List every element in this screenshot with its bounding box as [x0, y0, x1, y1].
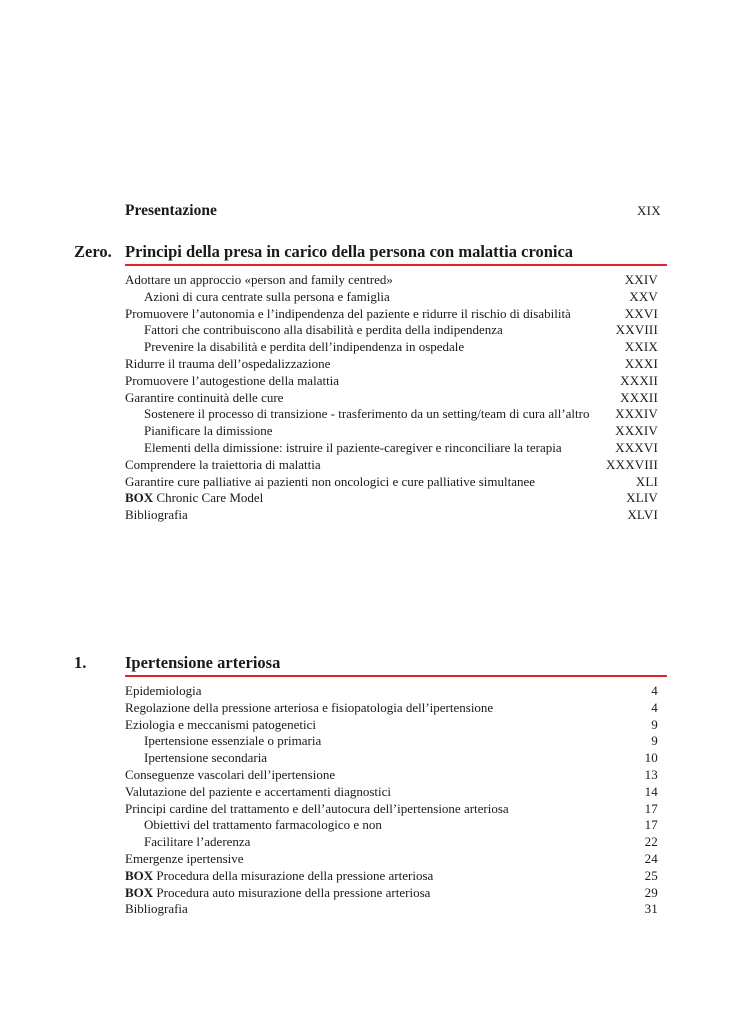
toc-entry-title	[125, 700, 651, 717]
toc-entry-text: Obiettivi del trattamento farmacologico e non	[144, 817, 382, 833]
toc-entry-title	[125, 272, 625, 289]
toc-entry-title	[125, 851, 645, 868]
toc-entry-text: Bibliografia	[125, 901, 188, 917]
toc-entry-title	[125, 322, 616, 339]
toc-entry[interactable]	[125, 683, 658, 700]
toc-entry-title	[125, 801, 645, 818]
toc-page-number: 31	[644, 901, 658, 917]
toc-entry[interactable]	[125, 901, 658, 918]
toc-entry-text: Fattori che contribuiscono alla disabilità e perdita della indipendenza	[144, 322, 503, 338]
toc-subentry[interactable]	[125, 817, 658, 834]
toc-entry[interactable]	[125, 851, 658, 868]
toc-page-number: 9	[651, 733, 658, 749]
chapter-number: 1.	[74, 653, 87, 672]
toc-entry-text: Valutazione del paziente e accertamenti diagnostici	[125, 783, 392, 799]
toc-page-number: XLVI	[627, 507, 658, 523]
box-label: BOX	[125, 884, 154, 900]
toc-entry[interactable]	[125, 272, 658, 289]
box-label: BOX	[125, 867, 154, 883]
chapter-title: Principi della presa in carico della persona con malattia cronica	[125, 242, 574, 261]
toc-entry[interactable]	[125, 373, 658, 390]
toc-entry[interactable]	[125, 801, 658, 818]
toc-entry-text: Ridurre il trauma dell’ospedalizzazione	[125, 355, 331, 371]
toc-entry-text: Ipertensione secondaria	[144, 750, 268, 766]
toc-subentry[interactable]	[125, 406, 658, 423]
toc-entry-title	[125, 373, 620, 390]
toc-page-number: 24	[644, 850, 658, 866]
toc-page-number: 29	[644, 884, 658, 900]
toc-page-number: XXXI	[624, 355, 658, 371]
toc-entry-text: Procedura della misurazione della pressione arteriosa	[156, 867, 434, 883]
toc-page-number: 25	[644, 867, 658, 883]
toc-entry-text: Elementi della dimissione: istruire il paziente-caregiver e rinconciliare la terapia	[144, 439, 562, 455]
toc-subentry[interactable]	[125, 733, 658, 750]
toc-entry[interactable]	[125, 784, 658, 801]
toc-subentry[interactable]	[125, 322, 658, 339]
toc-entry[interactable]	[125, 457, 658, 474]
toc-subentry[interactable]	[125, 834, 658, 851]
toc-entry-title	[125, 289, 629, 306]
presentazione-page: XIX	[636, 203, 661, 218]
toc-entry-title	[125, 306, 625, 323]
toc-entry-title	[125, 339, 625, 356]
toc-entry-title	[125, 717, 651, 734]
toc-entry-text: Sostenere il processo di transizione - trasferimento da un setting/team di cura all’altro	[144, 406, 590, 422]
toc-entry-title	[125, 817, 645, 834]
toc-page-number: 22	[644, 834, 658, 850]
toc-entry-text: Ipertensione essenziale o primaria	[144, 733, 322, 749]
toc-entry-text: Facilitare l’aderenza	[144, 834, 251, 850]
toc-page-number: 17	[644, 800, 658, 816]
toc-page-number: XXXVI	[615, 439, 658, 455]
toc-entry-text: Pianificare la dimissione	[144, 423, 273, 439]
toc-page-number: XXVIII	[615, 322, 658, 338]
toc-entry-text: Prevenire la disabilità e perdita dell’indipendenza in ospedale	[144, 339, 465, 355]
toc-page-number: 10	[644, 750, 658, 766]
toc-entry-text: Adottare un approccio «person and family centred»	[125, 272, 393, 287]
toc-entry-title	[125, 507, 627, 524]
toc-entry[interactable]	[125, 868, 658, 885]
toc-entry-title	[125, 868, 645, 885]
toc-entry-title	[125, 356, 625, 373]
toc-entry-text: Regolazione della pressione arteriosa e fisiopatologia dell’ipertensione	[125, 699, 494, 715]
toc-page-number: 13	[644, 766, 658, 782]
toc-entry[interactable]	[125, 767, 658, 784]
toc-page-number: XXIX	[624, 339, 658, 355]
toc-entry[interactable]	[125, 885, 658, 902]
toc-entry-title	[125, 423, 615, 440]
toc-page-number: XXXII	[620, 372, 658, 388]
toc-entry-text: Principi cardine del trattamento e dell’autocura dell’ipertensione arteriosa	[125, 800, 509, 816]
chapter-one-toc	[125, 683, 658, 918]
toc-page-number: XXXVIII	[606, 456, 658, 472]
toc-entry-text: Epidemiologia	[125, 683, 202, 698]
toc-page-number: 17	[644, 817, 658, 833]
toc-entry-text: Emergenze ipertensive	[125, 850, 244, 866]
toc-entry-title	[125, 767, 645, 784]
presentazione-label: Presentazione	[125, 202, 217, 219]
toc-entry-title	[125, 885, 645, 902]
toc-entry-title	[125, 390, 620, 407]
toc-entry-text: Garantire continuità delle cure	[125, 389, 284, 405]
toc-entry-title	[125, 733, 651, 750]
toc-page-number: XLIV	[626, 490, 658, 506]
toc-entry-text: Procedura auto misurazione della pressione arteriosa	[156, 884, 431, 900]
toc-entry-text: Promuovere l’autogestione della malattia	[125, 372, 340, 388]
toc-subentry[interactable]	[125, 750, 658, 767]
chapter-red-rule	[125, 675, 667, 677]
toc-entry-title	[125, 440, 615, 457]
toc-entry-title	[125, 457, 606, 474]
toc-entry[interactable]	[125, 390, 658, 407]
toc-subentry[interactable]	[125, 289, 658, 306]
toc-page-number: XXIV	[624, 272, 658, 287]
toc-page-number: 9	[651, 716, 658, 732]
toc-entry-title	[125, 834, 645, 851]
toc-entry-title	[125, 901, 645, 918]
toc-entry[interactable]	[125, 490, 658, 507]
presentazione-entry[interactable]	[125, 202, 661, 220]
toc-page-number: XXXII	[620, 389, 658, 405]
box-label: BOX	[125, 490, 154, 506]
toc-entry-text: Eziologia e meccanismi patogenetici	[125, 716, 316, 732]
toc-entry[interactable]	[125, 700, 658, 717]
toc-page-number: 14	[644, 783, 658, 799]
chapter-red-rule	[125, 264, 667, 266]
toc-subentry[interactable]	[125, 423, 658, 440]
toc-entry-title	[125, 490, 626, 507]
toc-page-number: XLI	[635, 473, 658, 489]
toc-entry[interactable]	[125, 474, 658, 491]
toc-entry-text: Garantire cure palliative ai pazienti non oncologici e cure palliative simultanee	[125, 473, 536, 489]
toc-page-number: XXXIV	[615, 423, 658, 439]
toc-entry-title	[125, 406, 615, 423]
toc-entry-title	[125, 750, 645, 767]
toc-entry-text: Conseguenze vascolari dell’ipertensione	[125, 766, 336, 782]
toc-entry-text: Chronic Care Model	[156, 490, 264, 506]
toc-subentry[interactable]	[125, 339, 658, 356]
toc-entry-title	[125, 683, 651, 700]
toc-subentry[interactable]	[125, 440, 658, 457]
toc-entry-text: Comprendere la traiettoria di malattia	[125, 456, 321, 472]
toc-entry[interactable]	[125, 356, 658, 373]
chapter-zero-toc	[125, 272, 658, 524]
toc-entry[interactable]	[125, 306, 658, 323]
toc-page-number: 4	[651, 699, 658, 715]
toc-entry-text: Azioni di cura centrate sulla persona e famiglia	[144, 288, 390, 304]
toc-entry-text: Promuovere l’autonomia e l’indipendenza del paziente e ridurre il rischio di disabilità	[125, 305, 571, 321]
toc-page-number: XXVI	[624, 305, 658, 321]
toc-entry-text: Bibliografia	[125, 507, 188, 523]
chapter-number: Zero.	[74, 242, 112, 261]
toc-page-number: 4	[651, 683, 658, 698]
toc-entry[interactable]	[125, 507, 658, 524]
toc-entry-title	[125, 784, 645, 801]
toc-page-number: XXV	[629, 288, 658, 304]
chapter-title: Ipertensione arteriosa	[125, 653, 281, 672]
toc-entry-title	[125, 474, 636, 491]
toc-page-number: XXXIV	[615, 406, 658, 422]
toc-entry[interactable]	[125, 717, 658, 734]
